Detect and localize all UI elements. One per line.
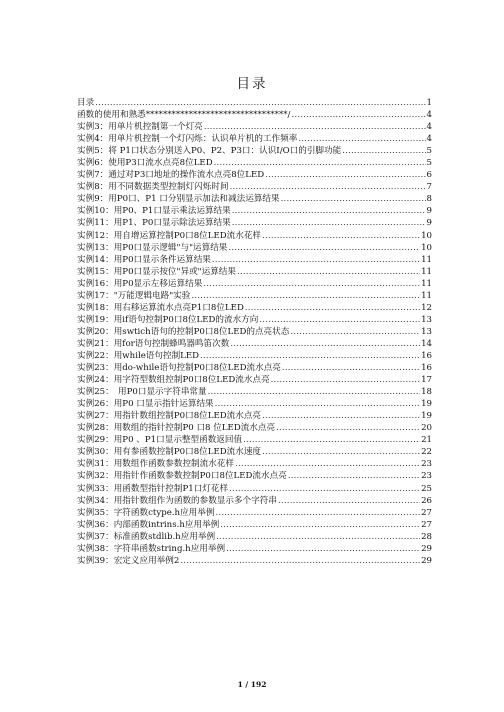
- page-footer: 1 / 192: [237, 680, 267, 689]
- toc-entry-text: 实例33：用函数型指针控制P1口灯花样: [77, 483, 229, 494]
- toc-entry[interactable]: [77, 145, 432, 157]
- toc-dot-leader: [215, 507, 420, 519]
- toc-entry-text: 实例3：用单片机控制第一个灯亮: [77, 122, 203, 133]
- toc-entry-text: 实例8：用不同数据类型控制灯闪烁时间: [77, 182, 229, 193]
- toc-entry-text: 实例20：用swtich语句的控制P0口8位LED的点亮状态: [77, 326, 290, 337]
- toc-entry-text: 实例5：将 P1口状态分别送入P0、P2、P3口：认识I/O口的引脚功能: [77, 146, 342, 157]
- toc-dot-leader: [245, 302, 420, 314]
- toc-dot-leader: [203, 278, 420, 290]
- toc-page-number: 11: [421, 254, 432, 265]
- toc-dot-leader: [229, 483, 420, 495]
- toc-dot-leader: [180, 555, 420, 567]
- toc-page-number: 1: [426, 98, 432, 108]
- toc-page-number: 19: [421, 411, 432, 422]
- toc-entry-text: 实例15：用P0口显示按位"异或"运算结果: [77, 266, 236, 277]
- toc-page-number: 11: [421, 266, 432, 277]
- toc-page-number: 16: [421, 363, 432, 374]
- toc-entry[interactable]: [77, 193, 432, 205]
- toc-dot-leader: [342, 145, 425, 157]
- toc-entry[interactable]: [77, 483, 432, 495]
- toc-page-number: 4: [426, 110, 432, 121]
- toc-dot-leader: [232, 205, 426, 217]
- toc-dot-leader: [243, 434, 420, 446]
- toc-page-number: 11: [421, 290, 432, 301]
- toc-page-number: 5: [426, 146, 432, 157]
- toc-dot-leader: [204, 121, 426, 133]
- toc-page-number: 17: [421, 375, 432, 386]
- toc-page-number: 4: [426, 122, 432, 133]
- toc-entry[interactable]: [77, 531, 432, 543]
- toc-entry[interactable]: [77, 326, 432, 338]
- toc-dot-leader: [226, 543, 420, 555]
- toc-entry-text: 实例38：字符串函数string.h应用举例: [77, 543, 226, 554]
- toc-entry-text: 实例34：用指针数组作为函数的参数显示多个字符串: [77, 495, 277, 506]
- toc-page-number: 23: [421, 459, 432, 470]
- toc-entry[interactable]: [77, 230, 432, 242]
- toc-entry[interactable]: [77, 121, 432, 133]
- toc-entry[interactable]: [77, 181, 432, 193]
- toc-entry-text: 实例30：用有参函数控制P0口8位LED流水速度: [77, 447, 262, 458]
- toc-dot-leader: [214, 157, 426, 169]
- toc-entry[interactable]: [77, 314, 432, 326]
- toc-page-number: 13: [421, 326, 432, 337]
- toc-dot-leader: [291, 109, 425, 121]
- toc-entry-text: 目录: [77, 98, 95, 108]
- toc-entry-text: 实例28：用数组的指针控制P0 口8 位LED流水点亮: [77, 423, 276, 434]
- toc-entry-text: 实例16：用P0显示左移运算结果: [77, 278, 203, 289]
- toc-entry[interactable]: [77, 543, 432, 555]
- toc-entry[interactable]: [77, 217, 432, 229]
- toc-dot-leader: [191, 290, 420, 302]
- toc-page-number: 14: [421, 338, 432, 349]
- toc-entry[interactable]: [77, 133, 432, 145]
- toc-page-number: 19: [421, 399, 432, 410]
- toc-entry-text: 实例17："万能逻辑电路"实验: [77, 290, 191, 301]
- toc-page-number: 29: [421, 555, 432, 566]
- toc-dot-leader: [212, 254, 420, 266]
- toc-entry-text: 函数的使用和熟悉*********************************/: [77, 110, 291, 121]
- toc-entry-text: 实例14：用P0口显示条件运算结果: [77, 254, 211, 265]
- toc-dot-leader: [208, 386, 420, 398]
- toc-entry[interactable]: [77, 338, 432, 350]
- toc-entry-text: 实例7：通过对P3口地址的操作流水点亮8位LED: [77, 170, 265, 181]
- toc-page-number: 28: [421, 531, 432, 542]
- toc-entry[interactable]: [77, 278, 432, 290]
- toc-page-number: 9: [426, 218, 432, 229]
- toc-dot-leader: [95, 97, 425, 109]
- toc-page-number: 11: [421, 278, 432, 289]
- toc-page-number: 4: [426, 134, 432, 145]
- toc-entry-text: 实例25： 用P0口显示字符串常量: [77, 387, 207, 398]
- toc-dot-leader: [259, 314, 420, 326]
- toc-entry-text: 实例22：用while语句控制LED: [77, 350, 200, 361]
- toc-entry[interactable]: [77, 470, 432, 482]
- toc-entry[interactable]: [77, 205, 432, 217]
- page-title: 目录: [236, 76, 268, 92]
- toc-page-number: 12: [421, 302, 432, 313]
- toc-dot-leader: [271, 374, 420, 386]
- toc-page-number: 22: [421, 447, 432, 458]
- toc-page-number: 13: [421, 314, 432, 325]
- toc-dot-leader: [276, 422, 420, 434]
- toc-entry[interactable]: [77, 157, 432, 169]
- toc-dot-leader: [288, 470, 420, 482]
- toc-dot-leader: [278, 495, 420, 507]
- toc-entry[interactable]: [77, 290, 432, 302]
- toc-entry[interactable]: [77, 386, 432, 398]
- toc-page-number: 9: [426, 206, 432, 217]
- toc-dot-leader: [262, 446, 420, 458]
- toc-entry[interactable]: [77, 434, 432, 446]
- toc-entry-text: 实例12：用自增运算控制P0口8位LED流水花样: [77, 230, 262, 241]
- toc-dot-leader: [200, 350, 420, 362]
- toc-entry[interactable]: [77, 97, 432, 109]
- toc-entry[interactable]: [77, 350, 432, 362]
- toc-entry[interactable]: [77, 374, 432, 386]
- toc-page-number: 26: [421, 495, 432, 506]
- toc-dot-leader: [230, 181, 426, 193]
- toc-entry-text: 实例27：用指针数组控制P0口8位LED流水点亮: [77, 411, 262, 422]
- toc-dot-leader: [235, 458, 420, 470]
- toc-entry-text: 实例13：用P0口显示逻辑"与"运算结果: [77, 242, 228, 253]
- toc-page-number: 18: [421, 387, 432, 398]
- toc-entry[interactable]: [77, 507, 432, 519]
- toc-dot-leader: [237, 266, 420, 278]
- toc-entry-text: 实例32：用指针作函数参数控制P0口8位LED流水点亮: [77, 471, 287, 482]
- toc-dot-leader: [281, 193, 426, 205]
- toc-entry-text: 实例24：用字符型数组控制P0口8位LED流水点亮: [77, 375, 270, 386]
- toc-entry-text: 实例19：用if语句控制P0口8位LED的流水方向: [77, 314, 259, 325]
- toc-entry[interactable]: [77, 169, 432, 181]
- toc-entry-text: 实例26：用P0 口显示指针运算结果: [77, 399, 214, 410]
- toc-dot-leader: [228, 242, 420, 254]
- toc-page-number: 23: [421, 471, 432, 482]
- toc-dot-leader: [220, 519, 420, 531]
- toc-dot-leader: [265, 169, 425, 181]
- toc-entry-text: 实例35：字符函数ctype.h应用举例: [77, 507, 215, 518]
- toc-entry[interactable]: [77, 109, 432, 121]
- toc-entry-text: 实例6：使用P3口流水点亮8位LED: [77, 158, 213, 169]
- toc-page-number: 29: [421, 543, 432, 554]
- toc-entry[interactable]: [77, 458, 432, 470]
- toc-page-number: 5: [426, 158, 432, 169]
- toc-entry[interactable]: [77, 362, 432, 374]
- toc-entry[interactable]: [77, 266, 432, 278]
- toc-entry[interactable]: [77, 555, 432, 567]
- toc-entry-text: 实例36：内部函数intrins.h应用举例: [77, 519, 220, 530]
- toc-page-number: 10: [421, 230, 432, 241]
- toc-page-number: 20: [421, 423, 432, 434]
- toc-dot-leader: [215, 398, 420, 410]
- toc-entry[interactable]: [77, 519, 432, 531]
- toc-entry-text: 实例31：用数组作函数参数控制流水花样: [77, 459, 235, 470]
- toc-entry[interactable]: [77, 254, 432, 266]
- toc-page-number: 16: [421, 350, 432, 361]
- toc-page-number: 27: [421, 507, 432, 518]
- toc-page-number: 10: [421, 242, 432, 253]
- toc-entry[interactable]: [77, 422, 432, 434]
- toc-page-number: 7: [426, 182, 432, 193]
- toc-entry-text: 实例10：用P0、P1口显示乘法运算结果: [77, 206, 231, 217]
- toc-entry[interactable]: [77, 302, 432, 314]
- toc-dot-leader: [230, 338, 420, 350]
- toc-page-number: 27: [421, 519, 432, 530]
- toc-dot-leader: [232, 217, 426, 229]
- toc-entry-text: 实例29：用P0 、P1口显示整型函数返回值: [77, 435, 243, 446]
- toc-entry-text: 实例18：用右移运算流水点亮P1口8位LED: [77, 302, 244, 313]
- toc-list: [77, 97, 432, 567]
- toc-dot-leader: [298, 133, 425, 145]
- toc-entry-text: 实例9：用P0口、P1 口分别显示加法和减法运算结果: [77, 194, 280, 205]
- toc-dot-leader: [290, 326, 420, 338]
- toc-entry[interactable]: [77, 242, 432, 254]
- toc-dot-leader: [282, 362, 420, 374]
- toc-dot-leader: [262, 230, 420, 242]
- toc-dot-leader: [216, 531, 420, 543]
- toc-entry-text: 实例21：用for语句控制蜂鸣器鸣笛次数: [77, 338, 230, 349]
- toc-entry-text: 实例39：宏定义应用举例2: [77, 555, 180, 566]
- toc-entry-text: 实例23：用do-while语句控制P0口8位LED流水点亮: [77, 363, 281, 374]
- toc-page-number: 21: [421, 435, 432, 446]
- toc-entry[interactable]: [77, 398, 432, 410]
- toc-entry[interactable]: [77, 446, 432, 458]
- toc-entry-text: 实例4：用单片机控制一个灯闪烁：认识单片机的工作频率: [77, 134, 298, 145]
- toc-entry-text: 实例37：标准函数stdlib.h应用举例: [77, 531, 216, 542]
- toc-entry-text: 实例11：用P1、P0口显示除法运算结果: [77, 218, 231, 229]
- toc-page-number: 8: [426, 194, 432, 205]
- toc-dot-leader: [262, 410, 420, 422]
- toc-page-number: 6: [426, 170, 432, 181]
- toc-entry[interactable]: [77, 410, 432, 422]
- toc-entry[interactable]: [77, 495, 432, 507]
- toc-page-number: 25: [421, 483, 432, 494]
